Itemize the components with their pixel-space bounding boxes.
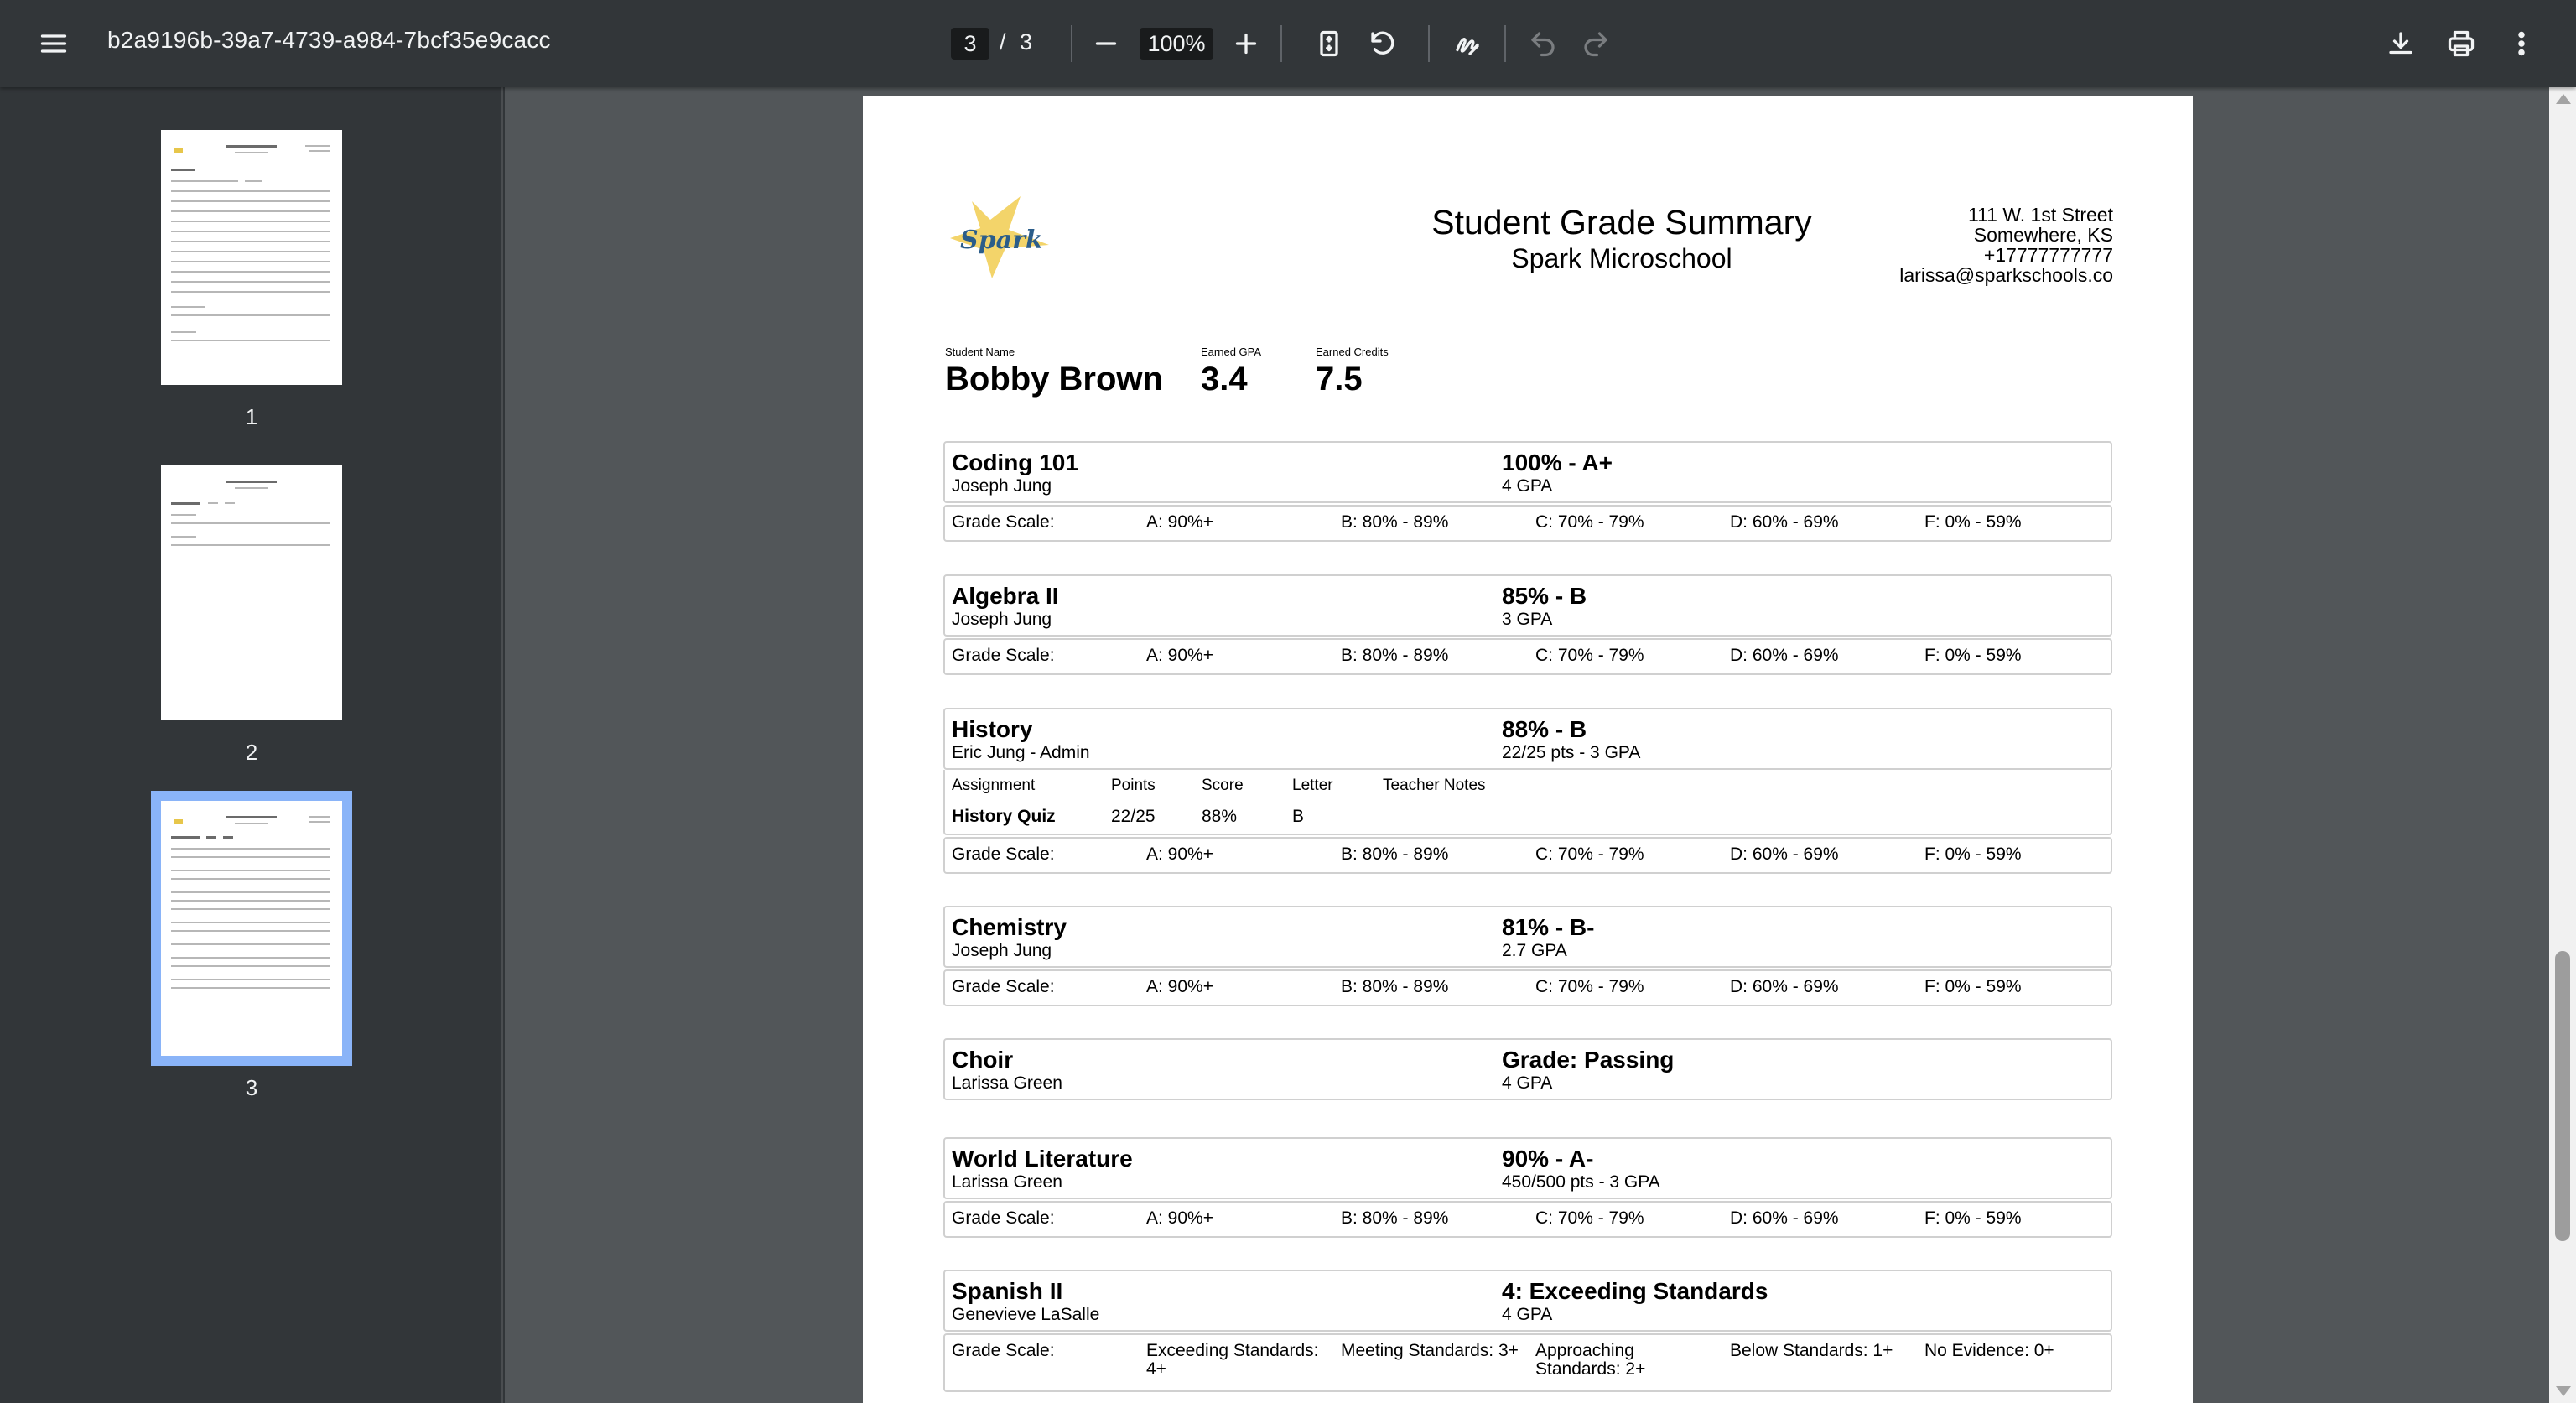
course-name: Coding 101 [952,449,1078,475]
course-grade: 90% - A- [1502,1146,1594,1172]
assignment-name: History Quiz [952,807,1056,826]
score-header: Score [1202,777,1244,794]
address-phone: +17777777777 [1983,244,2113,266]
assignment-letter: B [1292,807,1305,826]
scale-f: F: 0% - 59% [1924,844,2022,864]
course-teacher: Larissa Green [952,1073,1062,1093]
page-thumbnail-2[interactable] [161,465,342,720]
thumbnail-label: 3 [245,1075,258,1100]
course-teacher: Joseph Jung [952,610,1052,629]
school-name: Spark Microschool [1511,243,1732,273]
grade-scale [945,640,2111,673]
rotate-icon[interactable] [1356,17,1410,70]
scale-a: A: 90%+ [1146,844,1213,864]
thumbnail-sidebar [0,87,503,1403]
more-options-icon[interactable] [2495,17,2548,70]
course-teacher: Joseph Jung [952,476,1052,496]
course-name: History [952,716,1033,742]
scale-b: B: 80% - 89% [1341,977,1449,996]
scale-f: F: 0% - 59% [1924,1208,2022,1228]
fit-to-page-icon[interactable] [1302,17,1356,70]
document-viewer[interactable] [505,87,2549,1403]
page-thumbnail-3[interactable] [161,801,342,1056]
student-name: Bobby Brown [945,361,1163,398]
student-name-label: Student Name [945,346,1015,358]
credits-value: 7.5 [1316,361,1363,398]
scale-b: B: 80% - 89% [1341,844,1449,864]
course-name: Spanish II [952,1278,1063,1304]
toolbar-divider [1428,25,1430,62]
scale-c: C: 70% - 79% [1535,977,1644,996]
gpa-value: 3.4 [1201,361,1248,398]
course-detail: 22/25 pts - 3 GPA [1502,743,1641,762]
scroll-down-arrow-icon[interactable] [2556,1386,2571,1396]
scale-d: D: 60% - 69% [1730,977,1839,996]
scale-f: F: 0% - 59% [1924,977,2022,996]
thumbnail-label: 2 [245,740,258,765]
scale-a: A: 90%+ [1146,512,1213,532]
grade-scale-label: Grade Scale: [952,646,1055,665]
grade-scale-label: Grade Scale: [952,844,1055,864]
course-teacher: Larissa Green [952,1172,1062,1192]
scale-a: A: 90%+ [1146,977,1213,996]
course-detail: 4 GPA [1502,1073,1553,1093]
course-grade: 81% - B- [1502,914,1595,940]
assignment-score: 88% [1202,807,1238,826]
menu-icon[interactable] [27,17,80,70]
course-card [943,708,2112,874]
page-separator: / [1000,29,1006,55]
scale-f: F: 0% - 59% [1924,646,2022,665]
grade-scale [945,971,2111,1005]
address-email: larissa@sparkschools.co [1899,264,2113,286]
toolbar-divider [1071,25,1072,62]
scale-meeting: Meeting Standards: 3+ [1341,1341,1519,1360]
scale-below: Below Standards: 1+ [1730,1341,1893,1360]
zoom-in-icon[interactable] [1219,17,1273,70]
grade-scale [945,507,2111,540]
annotate-pen-icon[interactable] [1441,17,1494,70]
course-teacher: Eric Jung - Admin [952,743,1090,762]
scale-a: A: 90%+ [1146,646,1213,665]
scale-d: D: 60% - 69% [1730,844,1839,864]
course-teacher: Joseph Jung [952,941,1052,960]
course-detail: 4 GPA [1502,476,1553,496]
assignment-header: Assignment [952,777,1036,794]
scale-d: D: 60% - 69% [1730,646,1839,665]
scrollbar-thumb[interactable] [2555,951,2570,1241]
pdf-page [863,96,2193,1403]
scale-b: B: 80% - 89% [1341,646,1449,665]
course-teacher: Genevieve LaSalle [952,1305,1100,1324]
vertical-scrollbar[interactable] [2549,87,2576,1403]
scale-approaching: Approaching Standards: 2+ [1535,1341,1646,1379]
course-detail: 450/500 pts - 3 GPA [1502,1172,1660,1192]
zoom-level-input[interactable]: 100% [1140,28,1213,60]
credits-label: Earned Credits [1316,346,1389,358]
total-pages: 3 [1020,29,1033,55]
course-name: Choir [952,1047,1014,1073]
thumbnail-label: 1 [245,404,258,429]
redo-icon[interactable] [1569,17,1623,70]
svg-text:Spark: Spark [960,226,1043,255]
course-grade: 100% - A+ [1502,449,1613,475]
scale-c: C: 70% - 79% [1535,512,1644,532]
scale-b: B: 80% - 89% [1341,512,1449,532]
course-card [943,1137,2112,1238]
teacher-notes-header: Teacher Notes [1383,777,1486,794]
print-icon[interactable] [2434,17,2488,70]
course-name: Chemistry [952,914,1067,940]
course-card [943,1270,2112,1392]
assignment-table [943,770,2112,835]
scale-c: C: 70% - 79% [1535,844,1644,864]
page-thumbnail-1[interactable] [161,130,342,385]
course-name: World Literature [952,1146,1133,1172]
scale-d: D: 60% - 69% [1730,1208,1839,1228]
spark-logo [950,196,1049,280]
course-grade: 4: Exceeding Standards [1502,1278,1768,1304]
toolbar-divider [1504,25,1506,62]
course-card [943,1038,2112,1100]
letter-header: Letter [1292,777,1333,794]
scale-d: D: 60% - 69% [1730,512,1839,532]
scale-no-evidence: No Evidence: 0+ [1924,1341,2054,1360]
scale-exceeding: Exceeding Standards: 4+ [1146,1341,1319,1379]
page-number-input[interactable]: 3 [951,28,989,60]
course-detail: 3 GPA [1502,610,1553,629]
course-card [943,906,2112,1006]
course-detail: 4 GPA [1502,1305,1553,1324]
course-card [943,574,2112,675]
scale-f: F: 0% - 59% [1924,512,2022,532]
grade-scale-label: Grade Scale: [952,1341,1055,1360]
gpa-label: Earned GPA [1201,346,1262,358]
scale-a: A: 90%+ [1146,1208,1213,1228]
course-grade: 85% - B [1502,583,1587,609]
points-header: Points [1111,777,1156,794]
scroll-up-arrow-icon[interactable] [2556,94,2571,104]
toolbar-divider [1280,25,1282,62]
document-title: b2a9196b-39a7-4739-a984-7bcf35e9cacc [107,27,551,53]
grade-scale-label: Grade Scale: [952,1208,1055,1228]
assignment-points: 22/25 [1111,807,1156,826]
address-line: Somewhere, KS [1973,224,2113,246]
zoom-out-icon[interactable] [1079,17,1133,70]
scale-c: C: 70% - 79% [1535,646,1644,665]
scale-b: B: 80% - 89% [1341,1208,1449,1228]
course-grade: Grade: Passing [1502,1047,1675,1073]
download-icon[interactable] [2374,17,2428,70]
course-card [943,441,2112,542]
report-title: Student Grade Summary [1431,203,1812,242]
address-line: 111 W. 1st Street [1967,204,2113,226]
undo-icon[interactable] [1516,17,1570,70]
course-detail: 2.7 GPA [1502,941,1567,960]
grade-scale-label: Grade Scale: [952,977,1055,996]
scale-c: C: 70% - 79% [1535,1208,1644,1228]
grade-scale [945,839,2111,872]
grade-scale-label: Grade Scale: [952,512,1055,532]
pdf-toolbar [0,0,2576,87]
course-name: Algebra II [952,583,1059,609]
course-grade: 88% - B [1502,716,1587,742]
grade-scale [945,1203,2111,1236]
grade-scale [945,1335,2111,1390]
